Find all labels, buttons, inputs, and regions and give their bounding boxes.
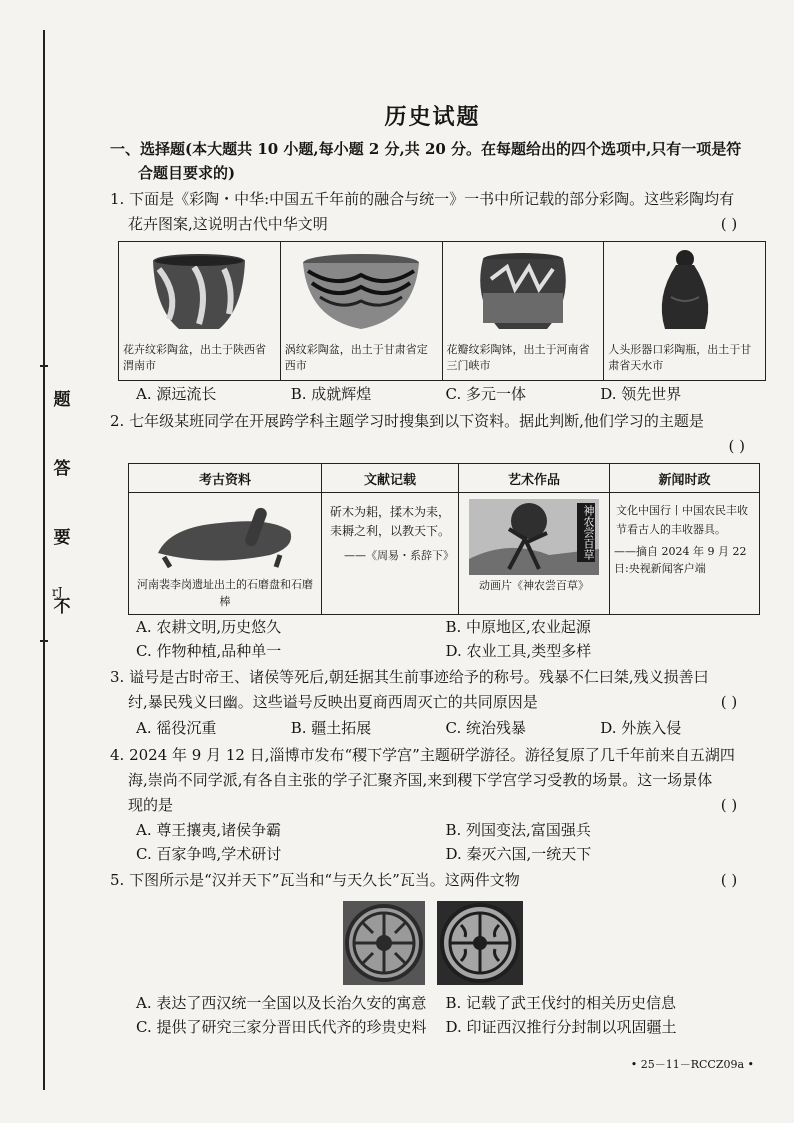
margin-small-text: rJ	[52, 585, 63, 599]
page-title: 历史试题	[384, 104, 481, 130]
page-footer-code: • 25－11－RCCZ09a •	[630, 1058, 754, 1071]
option-a[interactable]: A. 农耕文明,历史悠久	[136, 618, 282, 636]
margin-char: 答	[53, 459, 71, 479]
answer-paren[interactable]: ( )	[720, 796, 738, 814]
header-art: 艺术作品	[459, 464, 610, 493]
tile-images	[110, 901, 755, 985]
pottery-basin-image	[123, 246, 276, 338]
binding-line	[43, 30, 45, 1090]
option-c[interactable]: C. 百家争鸣,学术研讨	[136, 845, 282, 863]
pottery-cell: 花瓣纹彩陶钵，出土于河南省三门峡市	[442, 242, 604, 381]
option-b[interactable]: B. 中原地区,农业起源	[445, 618, 591, 636]
answer-paren[interactable]: ( )	[720, 693, 738, 711]
materials-table	[128, 463, 760, 615]
option-a[interactable]: A. 源远流长	[136, 385, 217, 403]
margin-char: 题	[53, 390, 71, 410]
art-cell: 神农尝百草 动画片《神农尝百草》	[459, 493, 610, 615]
margin-char: 不	[53, 597, 71, 617]
option-b[interactable]: B. 记载了武王伐纣的相关历史信息	[445, 994, 677, 1012]
pottery-cell: 花卉纹彩陶盆，出土于陕西省渭南市	[119, 242, 281, 381]
question-1: 1. 下面是《彩陶・中华:中国五千年前的融合与统一》一书中所记载的部分彩陶。这些彩陶均有 ( ) 花卉图案,这说明古代中华文明	[110, 187, 755, 237]
animation-still-image	[469, 499, 599, 575]
q3-options	[110, 715, 755, 741]
option-a[interactable]: A. 徭役沉重	[136, 719, 217, 737]
option-d[interactable]: D. 外族入侵	[600, 719, 682, 737]
swirl-basin-image	[285, 246, 438, 338]
header-literature: 文献记载	[322, 464, 459, 493]
header-news: 新闻时政	[610, 464, 760, 493]
pottery-cell: 人头形器口彩陶瓶，出土于甘肃省天水市	[604, 242, 766, 381]
question-4: 4. 2024 年 9 月 12 日,淄博市发布“稷下学宫”主题研学游径。游径复原了几千年前来自五湖四 海,崇尚不同学派,有各自主张的学子汇聚齐国,来到稷下学宫学习受教的场景。这一场景体 ( ) 现的是	[110, 743, 755, 818]
option-d[interactable]: D. 秦灭六国,一统天下	[445, 845, 592, 863]
option-b[interactable]: B. 疆土拓展	[290, 719, 372, 737]
option-b[interactable]: B. 列国变法,富国强兵	[445, 821, 591, 839]
margin-warning	[50, 385, 74, 661]
pottery-cell: 涡纹彩陶盆，出土于甘肃省定西市	[280, 242, 442, 381]
answer-paren[interactable]: ( )	[720, 871, 738, 889]
answer-paren[interactable]: ( )	[728, 437, 745, 455]
option-d[interactable]: D. 印证西汉推行分封制以巩固疆土	[445, 1018, 677, 1036]
head-vase-image	[608, 246, 761, 338]
tile-long-heaven-image	[437, 901, 523, 985]
binding-tick	[40, 365, 48, 367]
option-a[interactable]: A. 表达了西汉统一全国以及长治久安的寓意	[136, 994, 427, 1012]
option-b[interactable]: B. 成就辉煌	[290, 385, 372, 403]
option-d[interactable]: D. 农业工具,类型多样	[445, 642, 592, 660]
literature-cell: 斫木为耜，揉木为耒，耒耨之利，以教天下。 ——《周易・系辞下》	[322, 493, 459, 615]
pottery-table	[118, 241, 766, 381]
q1-options	[110, 381, 755, 407]
option-c[interactable]: C. 提供了研究三家分晋田氏代齐的珍贵史料	[136, 1018, 427, 1036]
petal-bowl-image	[447, 246, 600, 338]
binding-tick	[40, 640, 48, 642]
margin-char: 要	[53, 528, 71, 548]
tile-han-unify-image	[343, 901, 425, 985]
answer-paren[interactable]: ( )	[720, 215, 738, 233]
q2-options	[110, 615, 755, 663]
header-archaeo: 考古资料	[129, 464, 322, 493]
option-c[interactable]: C. 多元一体	[445, 385, 526, 403]
news-cell: 文化中国行丨中国农民丰收节看古人的丰收器具。 ——摘自 2024 年 9 月 22 日:央视新闻客户端	[610, 493, 760, 615]
animation-title: 神农尝百草	[577, 503, 595, 562]
archaeo-cell: 河南裴李岗遗址出土的石磨盘和石磨棒	[129, 493, 322, 615]
option-c[interactable]: C. 作物种植,品种单一	[136, 642, 282, 660]
section-heading: 一、选择题(本大题共 10 小题,每小题 2 分,共 20 分。在每题给出的四个选项中,只有一项是符 合题目要求的)	[110, 140, 742, 182]
option-a[interactable]: A. 尊王攘夷,诸侯争霸	[136, 821, 282, 839]
question-3: 3. 谥号是古时帝王、诸侯等死后,朝廷据其生前事迹给予的称号。残暴不仁曰桀,残义损善曰 ( ) 纣,暴民残义曰幽。这些谥号反映出夏商西周灭亡的共同原因是	[110, 665, 755, 715]
exam-page	[110, 100, 755, 1039]
millstone-image	[150, 497, 300, 571]
option-c[interactable]: C. 统治残暴	[445, 719, 526, 737]
option-d[interactable]: D. 领先世界	[600, 385, 682, 403]
q4-options	[110, 818, 755, 866]
question-2: 2. 七年级某班同学在开展跨学科主题学习时搜集到以下资料。据此判断,他们学习的主题是 ( )	[110, 412, 745, 455]
question-5: ( ) 5. 下图所示是“汉并天下”瓦当和“与天久长”瓦当。这两件文物	[110, 868, 755, 893]
q5-options	[110, 991, 755, 1039]
